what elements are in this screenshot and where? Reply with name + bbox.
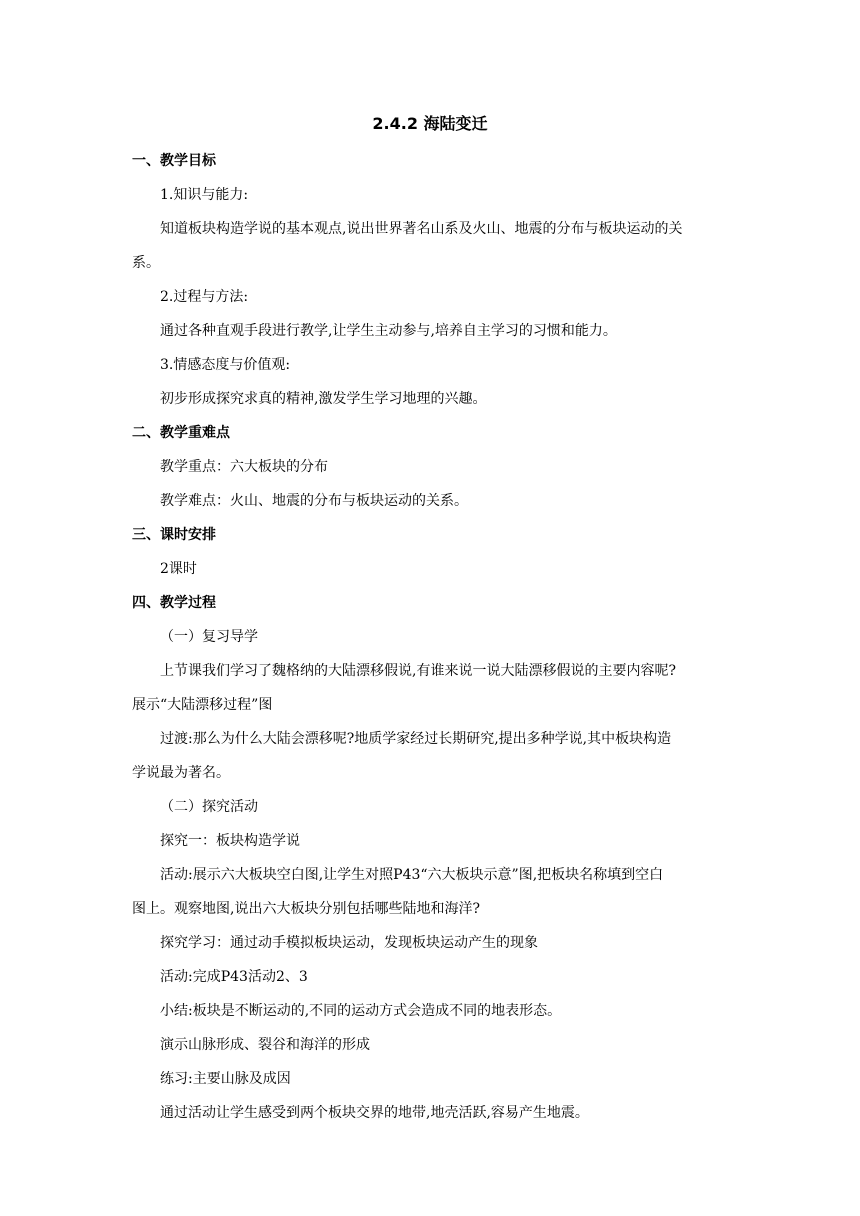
- final-text: 通过活动让学生感受到两个板块交界的地带,地壳活跃,容易产生地震。: [160, 1105, 589, 1121]
- objective-process-text: 通过各种直观手段进行教学,让学生主动参与,培养自主学习的习惯和能力。: [160, 323, 617, 339]
- transition-text-line2: 学说最为著名。: [132, 765, 230, 781]
- objective-process-label: 2.过程与方法:: [160, 289, 249, 305]
- document-title: 2.4.2 海陆变迁: [372, 114, 488, 133]
- objective-attitude-label: 3.情感态度与价值观:: [160, 357, 291, 373]
- section-heading-schedule: 三、课时安排: [132, 527, 216, 543]
- difficult-point-text: 教学难点：火山、地震的分布与板块运动的关系。: [160, 493, 468, 509]
- section-heading-objectives: 一、教学目标: [132, 153, 216, 169]
- objective-knowledge-text: 知道板块构造学说的基本观点,说出世界著名山系及火山、地震的分布与板块运动的关: [160, 221, 683, 237]
- objective-knowledge-label: 1.知识与能力:: [160, 187, 249, 203]
- schedule-text: 2课时: [160, 561, 197, 577]
- key-point-text: 教学重点：六大板块的分布: [160, 459, 328, 475]
- transition-text-line1: 过渡:那么为什么大陆会漂移呢?地质学家经过长期研究,提出多种学说,其中板块构造: [160, 731, 672, 747]
- section-heading-process: 四、教学过程: [132, 595, 216, 611]
- objective-knowledge-text-cont: 系。: [132, 255, 160, 271]
- explore-study-text: 探究学习：通过动手模拟板块运动，发现板块运动产生的现象: [160, 935, 538, 951]
- summary-text: 小结:板块是不断运动的,不同的运动方式会造成不同的地表形态。: [160, 1003, 562, 1019]
- review-text-line1: 上节课我们学习了魏格纳的大陆漂移假说,有谁来说一说大陆漂移假说的主要内容呢?: [160, 663, 676, 679]
- activity-two-text: 活动:完成P43活动2、3: [160, 969, 308, 985]
- practice-text: 练习:主要山脉及成因: [160, 1071, 291, 1087]
- activity-one-line1: 活动:展示六大板块空白图,让学生对照P43“六大板块示意”图,把板块名称填到空白: [160, 867, 664, 883]
- explore-one-title: 探究一：板块构造学说: [160, 833, 300, 849]
- objective-attitude-text: 初步形成探究求真的精神,激发学生学习地理的兴趣。: [160, 391, 487, 407]
- document-body: [132, 144, 732, 1130]
- activity-one-line2: 图上。观察地图,说出六大板块分别包括哪些陆地和海洋?: [132, 901, 480, 917]
- demo-text: 演示山脉形成、裂谷和海洋的形成: [160, 1037, 370, 1053]
- process-part-explore: （二）探究活动: [160, 799, 258, 815]
- process-part-review: （一）复习导学: [160, 629, 258, 645]
- section-heading-key-points: 二、教学重难点: [132, 425, 230, 441]
- review-text-line2: 展示“大陆漂移过程”图: [132, 697, 273, 713]
